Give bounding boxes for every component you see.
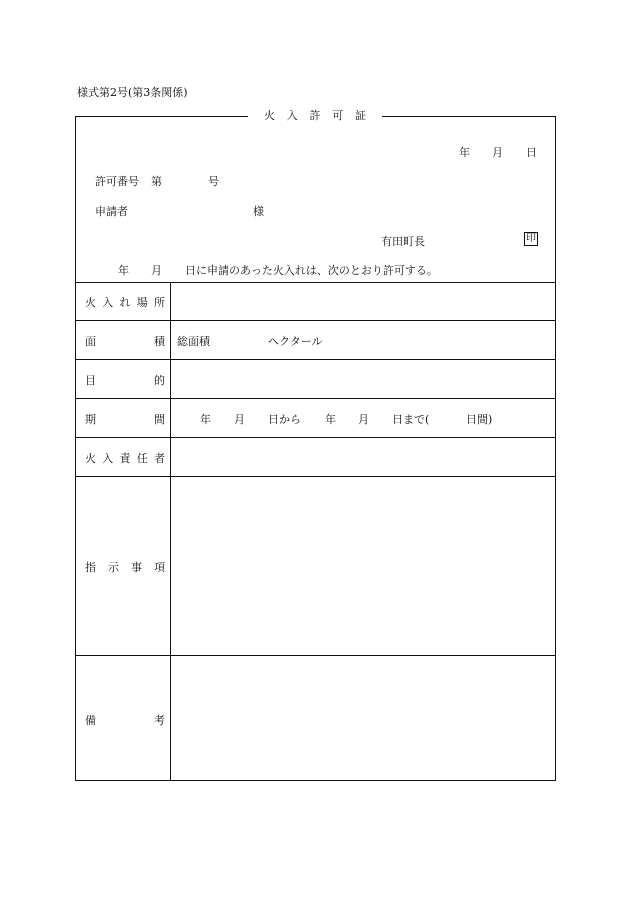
label-char: 場 bbox=[136, 296, 148, 309]
label-char: 考 bbox=[154, 714, 165, 727]
permit-number-prefix: 第 bbox=[151, 175, 162, 188]
label-char: 任 bbox=[136, 452, 148, 465]
period-end-year: 年 bbox=[325, 413, 336, 426]
applicant-honorific: 様 bbox=[253, 205, 264, 218]
label-char: 事 bbox=[131, 561, 142, 574]
permit-number-suffix: 号 bbox=[208, 175, 219, 188]
area-prefix: 総面積 bbox=[177, 335, 210, 348]
label-char: 期 bbox=[85, 413, 96, 426]
period-start-year: 年 bbox=[200, 413, 211, 426]
issuer-title: 有田町長 bbox=[381, 235, 425, 248]
label-char: 火 bbox=[85, 296, 96, 309]
area-unit: ヘクタール bbox=[268, 335, 323, 348]
row-label-instructions bbox=[85, 559, 165, 575]
row-label-area bbox=[85, 333, 165, 349]
label-char: 指 bbox=[85, 561, 96, 574]
period-end-month: 月 bbox=[358, 413, 369, 426]
label-char: 間 bbox=[154, 413, 165, 426]
row-label-remarks bbox=[85, 712, 165, 728]
title-char: 証 bbox=[355, 109, 366, 122]
row-label-period bbox=[85, 411, 165, 427]
table-rule bbox=[76, 359, 555, 360]
label-char: 入 bbox=[102, 452, 114, 465]
table-rule bbox=[76, 282, 555, 283]
period-start-month: 月 bbox=[234, 413, 245, 426]
statement-year: 年 bbox=[118, 264, 129, 277]
title-char: 可 bbox=[332, 109, 344, 122]
title-char: 火 bbox=[264, 109, 275, 122]
date-month-label: 月 bbox=[492, 146, 503, 159]
label-char: 責 bbox=[119, 452, 131, 465]
seal-mark: 印 bbox=[526, 233, 536, 244]
label-char: 面 bbox=[85, 335, 96, 348]
label-char: 的 bbox=[154, 374, 165, 387]
label-char: 備 bbox=[85, 714, 96, 727]
table-column-divider bbox=[170, 282, 171, 780]
label-char: 者 bbox=[154, 452, 165, 465]
table-rule bbox=[76, 476, 555, 477]
title-char: 入 bbox=[286, 109, 298, 122]
row-label-responsible bbox=[85, 450, 165, 466]
label-char: 火 bbox=[85, 452, 96, 465]
label-char: れ bbox=[119, 296, 131, 309]
label-char: 示 bbox=[108, 561, 119, 574]
statement-text: 日に申請のあった火入れは、次のとおり許可する。 bbox=[185, 264, 438, 277]
title-char: 許 bbox=[309, 109, 321, 122]
statement-month: 月 bbox=[151, 264, 162, 277]
period-days: 日間) bbox=[466, 413, 493, 426]
document-title bbox=[248, 108, 382, 124]
row-label-purpose bbox=[85, 372, 165, 388]
label-char: 所 bbox=[154, 296, 165, 309]
permit-number-label: 許可番号 bbox=[95, 175, 139, 188]
label-char: 目 bbox=[85, 374, 96, 387]
date-year-label: 年 bbox=[459, 146, 470, 159]
date-day-label: 日 bbox=[526, 146, 537, 159]
label-char: 積 bbox=[154, 335, 165, 348]
label-char: 項 bbox=[154, 561, 165, 574]
table-rule bbox=[76, 320, 555, 321]
period-start-day: 日から bbox=[268, 413, 301, 426]
row-label-place bbox=[85, 294, 165, 310]
form-number-label: 様式第2号(第3条関係) bbox=[77, 86, 188, 99]
table-rule bbox=[76, 655, 555, 656]
applicant-label: 申請者 bbox=[95, 205, 128, 218]
table-rule bbox=[76, 398, 555, 399]
period-end-day: 日まで( bbox=[392, 413, 430, 426]
table-rule bbox=[76, 437, 555, 438]
permit-form-border bbox=[75, 116, 556, 781]
label-char: 入 bbox=[102, 296, 114, 309]
